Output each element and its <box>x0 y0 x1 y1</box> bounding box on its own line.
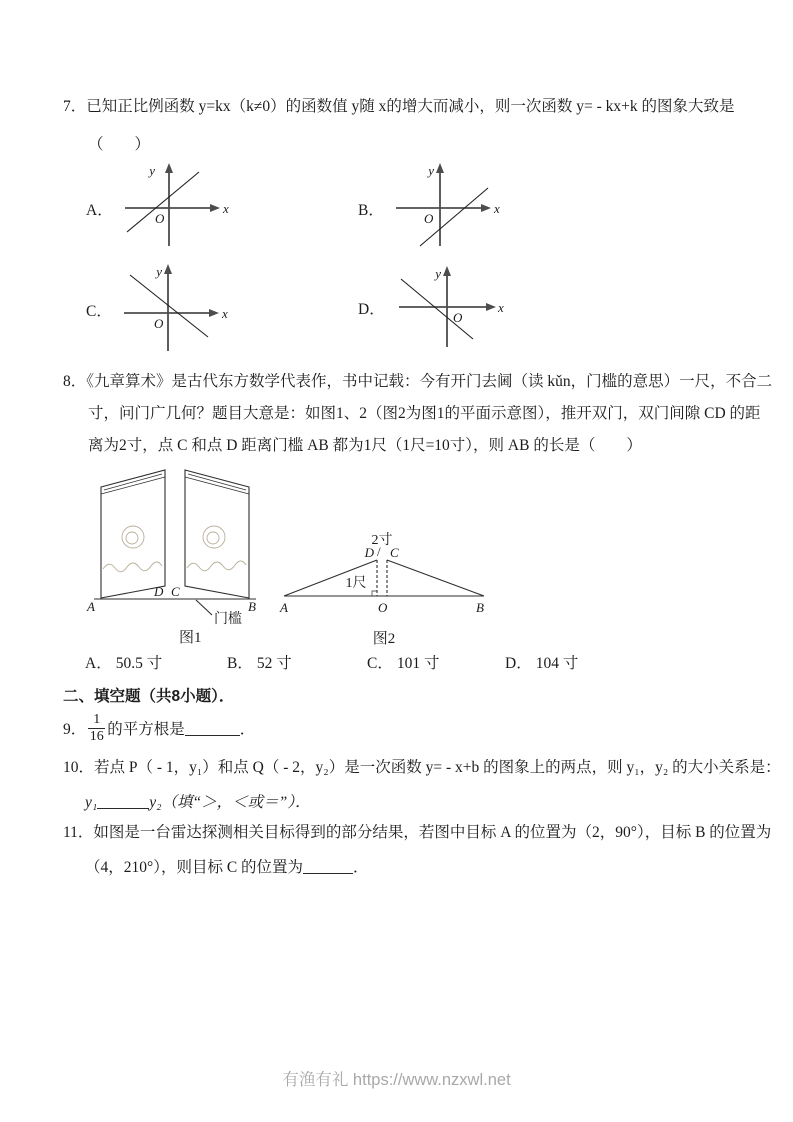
question-9-text: 的平方根是 <box>107 721 185 738</box>
function-line <box>130 275 208 337</box>
q8-option-a <box>85 651 162 673</box>
function-line <box>401 279 473 339</box>
left-door-ornament-inner <box>126 532 138 544</box>
fig2-point-o: O <box>378 600 388 615</box>
y-axis-label: y <box>428 163 434 178</box>
fig2-caption: 图2 <box>372 631 396 647</box>
y-axis-label: y <box>148 163 155 178</box>
fig1-threshold-label: 门槛 <box>214 612 242 627</box>
y-axis-arrow <box>436 163 444 173</box>
q8-option-d-label: D． <box>505 655 532 672</box>
question-11-answer-blank <box>303 858 353 874</box>
figure-2-plan <box>278 530 498 648</box>
x-axis-arrow <box>210 204 220 212</box>
question-8-line-3: 离为2寸，点 C 和点 D 距离门槛 AB 都为1尺（1尺=10寸），则 AB 的长是（ ） <box>88 437 642 454</box>
q7-option-d-label: D． <box>358 301 385 318</box>
question-9 <box>63 706 255 750</box>
origin-label: O <box>154 211 165 226</box>
question-11-line-1: 11．如图是一台雷达探测相关目标得到的部分结果，若图中目标 A 的位置为（2，90°），目标 B 的位置为 <box>63 824 772 841</box>
fig2-slash: / <box>377 544 381 559</box>
q8-option-c <box>367 651 439 673</box>
right-door-ornament-inner <box>207 532 219 544</box>
fig1-point-b: B <box>248 599 256 614</box>
fig1-point-a: A <box>87 599 95 614</box>
y-axis-arrow <box>165 163 173 173</box>
fig1-caption: 图1 <box>179 630 202 646</box>
x-axis-label: x <box>497 300 504 315</box>
section-2-header: 二、填空题（共8小题）． <box>63 688 235 705</box>
q7-graph-a <box>117 162 232 254</box>
question-11-period: ． <box>353 859 369 876</box>
right-door-frame-line-2 <box>188 474 246 490</box>
question-10-y2: y₂（填“＞，＜或＝”）． <box>149 794 311 811</box>
question-8-line-2: 寸，问门广几何？题目大意是：如图1、2（图2为图1的平面示意图），推开双门，双门间隙 CD 的距 <box>88 405 761 422</box>
right-door-vine <box>187 561 246 571</box>
left-door-ornament <box>122 526 144 548</box>
x-axis-arrow <box>486 303 496 311</box>
origin-label: O <box>423 211 434 226</box>
q8-option-d <box>505 651 578 673</box>
x-axis-arrow <box>209 309 219 317</box>
origin-label: O <box>153 316 164 331</box>
question-10-line-1: 10．若点 P（ - 1，y₁）和点 Q（ - 2，y₂）是一次函数 y= - x+b 的图象上的两点，则 y₁，y₂ 的大小关系是： <box>63 759 781 776</box>
left-door-panel <box>101 470 165 598</box>
x-axis-arrow <box>481 204 491 212</box>
fig2-height-label: 1尺 <box>345 576 367 591</box>
q8-option-a-text: 50.5 寸 <box>115 655 163 672</box>
x-axis-label: x <box>222 201 229 216</box>
left-door-frame-line <box>101 477 165 494</box>
fraction-numerator: 1 <box>88 712 105 729</box>
q8-option-c-text: 101 寸 <box>396 655 440 672</box>
question-9-period: ． <box>239 721 256 738</box>
q7-graph-b <box>388 162 503 254</box>
q7-option-b-label: B． <box>358 202 384 219</box>
q7-graph-c <box>116 263 231 355</box>
fig2-gap-label: 2寸 <box>371 533 393 548</box>
question-8-line-1: 8．《九章算术》是古代东方数学代表作，书中记载：今有开门去阃（读 kǔn，门槛的意思）一尺，不合二 <box>63 373 773 390</box>
question-7-line-2: （ ） <box>88 136 151 153</box>
y-axis-arrow <box>443 266 451 276</box>
footer-watermark: 有渔有礼 https://www.nzxwl.net <box>282 1071 511 1089</box>
y-axis-arrow <box>164 264 172 274</box>
fig2-point-b: B <box>476 600 484 615</box>
question-10-y1: y₁ <box>85 794 98 811</box>
question-10-answer-blank <box>97 793 149 809</box>
q7-option-a <box>86 162 232 254</box>
figure-1-doors <box>86 465 264 647</box>
q8-option-d-text: 104 寸 <box>535 655 579 672</box>
origin-label: O <box>452 310 463 325</box>
fig1-point-c: C <box>171 584 180 599</box>
x-axis-label: x <box>493 201 500 216</box>
q8-option-a-label: A． <box>85 655 112 672</box>
y-axis-label: y <box>156 264 162 279</box>
question-9-number: 9． <box>63 721 87 738</box>
q7-option-a-label: A． <box>86 202 113 219</box>
fig2-point-d: D <box>364 545 374 560</box>
q8-option-b-text: 52 寸 <box>256 655 292 672</box>
question-11-text: （4，210°），则目标 C 的位置为 <box>85 859 304 876</box>
q7-option-d <box>358 265 504 353</box>
right-door-ornament <box>203 526 225 548</box>
left-door-frame-line-2 <box>104 474 162 490</box>
right-door-frame-line <box>185 477 249 494</box>
y-axis-label: y <box>434 266 441 281</box>
threshold-leader-line <box>196 600 212 615</box>
q7-option-c <box>86 263 231 355</box>
q7-graph-d <box>389 265 504 353</box>
fig1-point-d: D <box>154 584 164 599</box>
x-axis-label: x <box>221 306 228 321</box>
q8-option-c-label: C． <box>367 655 393 672</box>
question-9-answer-blank <box>185 720 240 736</box>
q7-option-b <box>358 162 503 254</box>
q8-option-b-label: B． <box>227 655 253 672</box>
question-7-line-1: 7．已知正比例函数 y=kx（k≠0）的函数值 y随 x的增大而减小，则一次函数 y= - kx+k 的图象大致是 <box>63 98 735 115</box>
right-angle-mark <box>372 591 377 596</box>
fraction-denominator: 16 <box>89 728 104 744</box>
question-11-line-2 <box>85 858 369 878</box>
question-10-line-2 <box>85 793 311 813</box>
fig2-point-c: C <box>390 545 399 560</box>
fig2-point-a: A <box>280 600 288 615</box>
q7-option-c-label: C． <box>86 303 112 320</box>
fraction-1-16 <box>88 712 105 745</box>
q8-option-b <box>227 651 292 673</box>
left-door-vine <box>103 562 162 572</box>
segment-cb <box>387 560 484 596</box>
